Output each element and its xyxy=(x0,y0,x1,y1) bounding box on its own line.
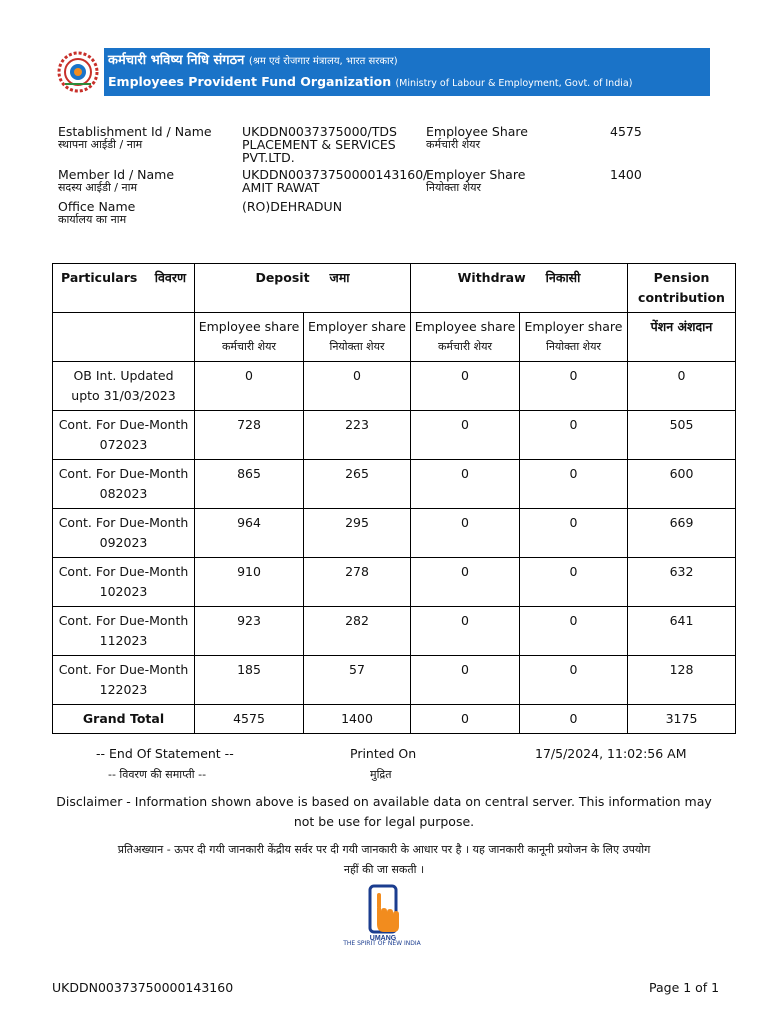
header-deposit xyxy=(195,264,411,313)
office-label-hi: कार्यालय का नाम xyxy=(58,213,127,226)
row-particulars-line2: 072023 xyxy=(99,437,148,452)
cell-deposit-employer: 223 xyxy=(304,411,411,460)
row-particulars xyxy=(53,558,195,607)
row-particulars-line1: Cont. For Due-Month xyxy=(58,662,189,677)
total-withdraw-employer: 0 xyxy=(520,705,628,734)
subheader-deposit-employee xyxy=(195,313,304,362)
row-particulars xyxy=(53,411,195,460)
member-label-hi: सदस्य आईडी / नाम xyxy=(58,181,138,194)
header-pension-line1: Pension xyxy=(653,270,710,285)
subheader-employer-en: Employer share xyxy=(308,319,406,334)
subheader-pension xyxy=(628,313,736,362)
table-row xyxy=(53,656,736,705)
row-particulars-line2: 082023 xyxy=(99,486,148,501)
page-number: Page 1 of 1 xyxy=(649,980,720,995)
table-row xyxy=(53,558,736,607)
header-withdraw xyxy=(411,264,628,313)
table-header-row xyxy=(53,264,736,313)
employer-share-label xyxy=(426,168,525,194)
subheader-pension-hi: पेंशन अंशदान xyxy=(650,319,713,334)
cell-deposit-employee: 910 xyxy=(195,558,304,607)
umang-tagline: THE SPIRIT OF NEW INDIA xyxy=(343,940,421,947)
table-row xyxy=(53,411,736,460)
subheader-employee-en: Employee share xyxy=(414,319,516,334)
cell-withdraw-employer: 0 xyxy=(520,607,628,656)
cell-withdraw-employee: 0 xyxy=(411,509,520,558)
cell-deposit-employer: 278 xyxy=(304,558,411,607)
grand-total-row xyxy=(53,705,736,734)
cell-withdraw-employer: 0 xyxy=(520,656,628,705)
row-particulars-line2: 122023 xyxy=(99,682,148,697)
cell-withdraw-employer: 0 xyxy=(520,460,628,509)
table-row xyxy=(53,509,736,558)
employee-share-label xyxy=(426,125,528,151)
member-label xyxy=(58,168,174,194)
banner-hindi-subtitle: (श्रम एवं रोजगार मंत्रालय, भारत सरकार) xyxy=(248,56,398,67)
row-particulars xyxy=(53,509,195,558)
header-particulars-en: Particulars xyxy=(61,270,138,285)
office-value: (RO)DEHRADUN xyxy=(242,199,343,214)
office-label-en: Office Name xyxy=(58,199,136,214)
header-banner xyxy=(52,48,710,96)
row-particulars xyxy=(53,656,195,705)
employer-share-value: 1400 xyxy=(610,167,642,182)
cell-withdraw-employee: 0 xyxy=(411,607,520,656)
disclaimer-en-line2: not be use for legal purpose. xyxy=(293,814,475,829)
header-pension-line2: contribution xyxy=(638,290,725,305)
cell-deposit-employee: 964 xyxy=(195,509,304,558)
epfo-emblem-icon xyxy=(55,50,101,94)
cell-deposit-employee: 923 xyxy=(195,607,304,656)
header-deposit-en: Deposit xyxy=(255,270,310,285)
banner-english-subtitle: (Ministry of Labour & Employment, Govt. of India) xyxy=(395,78,633,89)
cell-pension: 128 xyxy=(628,656,736,705)
printed-on-label: Printed On xyxy=(350,746,417,761)
total-withdraw-employee: 0 xyxy=(411,705,520,734)
establishment-label-en: Establishment Id / Name xyxy=(58,124,212,139)
subheader-empty xyxy=(53,313,195,362)
establishment-value xyxy=(242,125,397,164)
row-particulars-line1: Cont. For Due-Month xyxy=(58,466,189,481)
epfo-logo xyxy=(52,48,104,96)
row-particulars xyxy=(53,607,195,656)
cell-withdraw-employer: 0 xyxy=(520,509,628,558)
subheader-employee-hi: कर्मचारी शेयर xyxy=(221,340,277,353)
cell-pension: 505 xyxy=(628,411,736,460)
cell-withdraw-employee: 0 xyxy=(411,362,520,411)
employer-share-label-hi: नियोक्ता शेयर xyxy=(426,181,482,194)
cell-withdraw-employee: 0 xyxy=(411,656,520,705)
disclaimer-hi-line1: प्रतिअख्यान - ऊपर दी गयी जानकारी केंद्रीय सर्वर पर दी गयी जानकारी के आधार पर है । यह जानकारी कानूनी प्रयोजन के लिए उपयोग xyxy=(117,843,651,856)
table-row xyxy=(53,362,736,411)
header-deposit-hi: जमा xyxy=(329,270,350,285)
total-pension: 3175 xyxy=(628,705,736,734)
row-particulars-line2: 112023 xyxy=(99,633,148,648)
row-particulars xyxy=(53,460,195,509)
banner-hindi-title xyxy=(108,51,632,72)
umang-hand-icon xyxy=(344,884,420,940)
banner-english-title-text: Employees Provident Fund Organization xyxy=(108,74,392,89)
disclaimer-en-line1: Disclaimer - Information shown above is based on available data on central server. This information may xyxy=(56,794,712,809)
total-deposit-employer: 1400 xyxy=(304,705,411,734)
table-row xyxy=(53,607,736,656)
cell-pension: 600 xyxy=(628,460,736,509)
row-particulars-line2: upto 31/03/2023 xyxy=(71,388,176,403)
cell-withdraw-employee: 0 xyxy=(411,460,520,509)
establishment-label-hi: स्थापना आईडी / नाम xyxy=(58,138,143,151)
banner-english-title xyxy=(108,72,632,94)
subheader-employee-hi: कर्मचारी शेयर xyxy=(437,340,493,353)
employee-share-value: 4575 xyxy=(610,124,642,139)
subheader-employer-hi: नियोक्ता शेयर xyxy=(329,340,385,353)
member-label-en: Member Id / Name xyxy=(58,167,175,182)
row-particulars-line1: Cont. For Due-Month xyxy=(58,515,189,530)
grand-total-label: Grand Total xyxy=(53,705,195,734)
establishment-value-line: PLACEMENT & SERVICES xyxy=(242,137,396,152)
subheader-employer-hi: नियोक्ता शेयर xyxy=(545,340,602,353)
member-name-value: AMIT RAWAT xyxy=(242,180,320,195)
office-label xyxy=(58,200,135,226)
establishment-value-line: UKDDN0037375000/TDS xyxy=(242,124,397,139)
employer-share-label-en: Employer Share xyxy=(426,167,526,182)
disclaimer-en xyxy=(52,792,716,832)
row-particulars-line1: OB Int. Updated xyxy=(73,368,174,383)
cell-withdraw-employer: 0 xyxy=(520,558,628,607)
cell-pension: 641 xyxy=(628,607,736,656)
row-particulars-line1: Cont. For Due-Month xyxy=(58,564,189,579)
subheader-employer-en: Employer share xyxy=(524,319,623,334)
subheader-withdraw-employee xyxy=(411,313,520,362)
cell-deposit-employee: 865 xyxy=(195,460,304,509)
cell-deposit-employer: 295 xyxy=(304,509,411,558)
header-withdraw-hi: निकासी xyxy=(545,270,581,285)
cell-withdraw-employer: 0 xyxy=(520,411,628,460)
row-particulars-line1: Cont. For Due-Month xyxy=(58,613,189,628)
table-row xyxy=(53,460,736,509)
subheader-deposit-employer xyxy=(304,313,411,362)
row-particulars-line2: 092023 xyxy=(99,535,148,550)
cell-deposit-employer: 57 xyxy=(304,656,411,705)
employee-share-label-en: Employee Share xyxy=(426,124,528,139)
printed-datetime: 17/5/2024, 11:02:56 AM xyxy=(535,746,687,761)
row-particulars-line2: 102023 xyxy=(99,584,148,599)
cell-withdraw-employee: 0 xyxy=(411,411,520,460)
table-subheader-row xyxy=(53,313,736,362)
cell-deposit-employer: 0 xyxy=(304,362,411,411)
cell-pension: 669 xyxy=(628,509,736,558)
umang-label: UMANG xyxy=(369,935,397,940)
member-value xyxy=(242,168,427,194)
row-particulars xyxy=(53,362,195,411)
printed-on-label-hi: मुद्रित xyxy=(370,768,392,781)
cell-deposit-employee: 728 xyxy=(195,411,304,460)
total-deposit-employee: 4575 xyxy=(195,705,304,734)
employee-share-label-hi: कर्मचारी शेयर xyxy=(426,138,481,151)
passbook-table xyxy=(52,263,736,734)
header-withdraw-en: Withdraw xyxy=(457,270,526,285)
cell-withdraw-employer: 0 xyxy=(520,362,628,411)
header-particulars xyxy=(53,264,195,313)
header-particulars-hi: विवरण xyxy=(154,270,186,285)
member-id-value: UKDDN00373750000143160/ xyxy=(242,167,428,182)
establishment-label xyxy=(58,125,212,151)
cell-deposit-employer: 265 xyxy=(304,460,411,509)
cell-deposit-employer: 282 xyxy=(304,607,411,656)
disclaimer-hi xyxy=(52,840,716,880)
banner-hindi-title-text: कर्मचारी भविष्य निधि संगठन xyxy=(108,53,245,68)
cell-deposit-employee: 0 xyxy=(195,362,304,411)
cell-pension: 0 xyxy=(628,362,736,411)
end-of-statement-hi: -- विवरण की समाप्ती -- xyxy=(108,768,207,781)
row-particulars-line1: Cont. For Due-Month xyxy=(58,417,189,432)
subheader-employee-en: Employee share xyxy=(198,319,300,334)
footer-member-id: UKDDN00373750000143160 xyxy=(52,980,234,995)
end-of-statement: -- End Of Statement -- xyxy=(96,746,234,761)
cell-withdraw-employee: 0 xyxy=(411,558,520,607)
establishment-value-line: PVT.LTD. xyxy=(242,150,295,165)
cell-deposit-employee: 185 xyxy=(195,656,304,705)
cell-pension: 632 xyxy=(628,558,736,607)
header-pension xyxy=(628,264,736,313)
disclaimer-hi-line2: नहीं की जा सकती । xyxy=(343,863,425,876)
subheader-withdraw-employer xyxy=(520,313,628,362)
